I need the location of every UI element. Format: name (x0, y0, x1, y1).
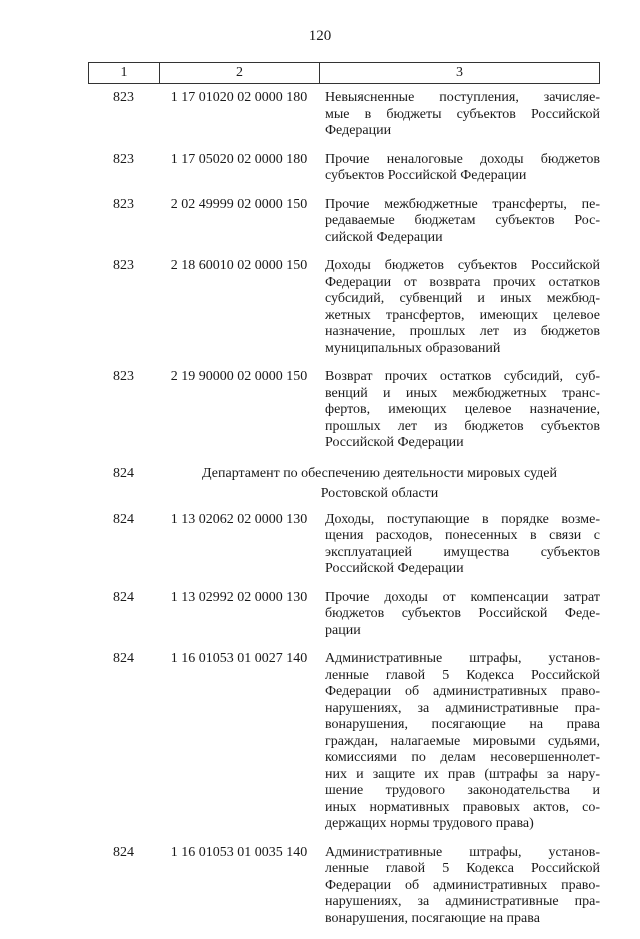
description-line: Административные штрафы, установ- (325, 844, 600, 860)
description-line: Прочие межбюджетные трансферты, пе- (325, 196, 600, 212)
description-cell (319, 512, 600, 578)
description-line: Российской Федерации (325, 435, 464, 450)
department-name-line: Департамент по обеспечению деятельности мировых судей (202, 465, 557, 481)
description-cell (319, 590, 600, 640)
description-line: рации (325, 622, 361, 638)
department-code: 824 (113, 465, 134, 481)
description-cell (319, 197, 600, 247)
header-col-2: 2 (160, 63, 320, 83)
description-line: редаваемые бюджетам субъектов Рос- (325, 213, 600, 228)
description-cell (319, 258, 600, 357)
kbk-cell: 2 18 60010 02 0000 150 (170, 258, 308, 273)
table-row (88, 651, 600, 833)
description-line: субъектов Российской Федерации (325, 168, 527, 183)
code-cell: 824 (113, 511, 134, 527)
description-line: Административные штрафы, установ- (325, 651, 600, 666)
code-cell: 824 (113, 651, 134, 666)
table-row (88, 90, 600, 140)
description-line: эксплуатацией имущества субъектов (325, 544, 600, 560)
description-line: Федерации об административных право- (325, 684, 600, 699)
kbk-cell: 2 02 49999 02 0000 150 (170, 196, 308, 212)
kbk-cell: 1 17 01020 02 0000 180 (170, 90, 308, 105)
description-line: Федерации от возврата прочих остатков (325, 274, 600, 290)
description-line: ленные главой 5 Кодекса Российской (325, 861, 600, 876)
description-line: нарушениях, за административные пра- (325, 894, 600, 909)
description-line: них и защите их прав (штрафы за нару- (325, 766, 600, 782)
description-line: держащих нормы трудового права) (325, 816, 534, 831)
code-cell: 823 (113, 369, 134, 384)
description-line: вонарушения, посягающие на права (325, 910, 540, 926)
description-line: прошлых лет из бюджетов субъектов (325, 418, 600, 434)
description-line: фертов, имеющих целевое назначение, (325, 402, 600, 417)
description-line: нарушениях, за административные пра- (325, 700, 600, 716)
description-cell (319, 369, 600, 452)
table-row (88, 258, 600, 357)
description-line: шение трудового законодательства и (325, 783, 600, 798)
department-row (88, 464, 600, 504)
description-line: иных нормативных правовых актов, со- (325, 799, 600, 815)
code-cell: 823 (113, 90, 134, 105)
kbk-cell: 1 16 01053 01 0035 140 (170, 844, 308, 860)
table-row (88, 590, 600, 640)
table-row (88, 152, 600, 185)
kbk-cell: 1 13 02062 02 0000 130 (170, 511, 308, 527)
table-header (88, 62, 600, 84)
code-cell: 823 (113, 196, 134, 212)
code-cell: 823 (113, 258, 134, 273)
description-line: граждан, налагаемые мировыми судьями, (325, 733, 600, 749)
description-line: назначение, прошлых лет из бюджетов (325, 324, 600, 339)
kbk-cell: 1 16 01053 01 0027 140 (170, 651, 308, 666)
table-row (88, 845, 600, 928)
description-line: субсидий, субвенций и иных межбюд- (325, 291, 600, 306)
description-line: ленные главой 5 Кодекса Российской (325, 667, 600, 683)
code-cell: 823 (113, 151, 134, 167)
description-line: вонарушения, посягающие на права (325, 717, 600, 732)
description-cell (319, 651, 600, 833)
description-cell (319, 90, 600, 140)
description-line: комиссиями по делам несовершеннолет- (325, 750, 600, 765)
page-number: 120 (308, 28, 332, 44)
description-line: Федерации об административных право- (325, 877, 600, 893)
department-name (159, 464, 600, 504)
header-col-3: 3 (456, 65, 463, 80)
description-line: венций и иных межбюджетных транс- (325, 385, 600, 401)
kbk-cell: 1 13 02992 02 0000 130 (170, 589, 308, 605)
description-line: мые в бюджеты субъектов Российской (325, 106, 600, 122)
table-body (88, 90, 600, 939)
department-name-line: Ростовской области (320, 485, 439, 501)
description-line: Прочие неналоговые доходы бюджетов (325, 151, 600, 167)
table-row (88, 512, 600, 578)
kbk-cell: 2 19 90000 02 0000 150 (170, 369, 308, 384)
code-cell: 824 (113, 844, 134, 860)
description-line: Прочие доходы от компенсации затрат (325, 589, 600, 605)
kbk-cell: 1 17 05020 02 0000 180 (170, 151, 308, 167)
description-line: Доходы, поступающие в порядке возме- (325, 511, 600, 527)
description-line: Невыясненные поступления, зачисляе- (325, 90, 600, 105)
description-line: Возврат прочих остатков субсидий, суб- (325, 369, 600, 384)
description-line: щения расходов, понесенных в связи с (325, 528, 600, 543)
description-cell (319, 152, 600, 185)
description-line: бюджетов субъектов Российской Феде- (325, 606, 600, 621)
table-row (88, 369, 600, 452)
description-line: Доходы бюджетов субъектов Российской (325, 258, 600, 273)
code-cell: 824 (113, 589, 134, 605)
description-line: сийской Федерации (325, 229, 443, 245)
description-line: Российской Федерации (325, 561, 464, 576)
description-line: муниципальных образований (325, 340, 501, 356)
header-col-1: 1 (89, 63, 160, 83)
description-line: жетных трансфертов, имеющих целевое (325, 307, 600, 323)
table-row (88, 197, 600, 247)
description-line: Федерации (325, 123, 392, 138)
description-cell (319, 845, 600, 928)
